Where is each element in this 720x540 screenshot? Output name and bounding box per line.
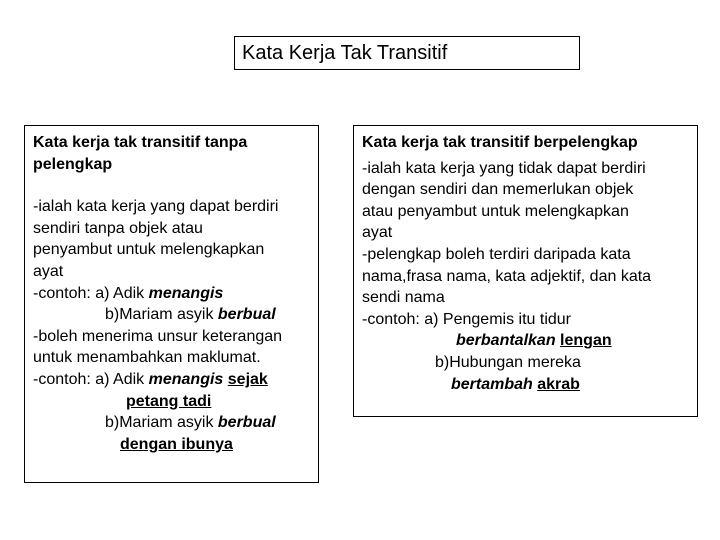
example-verb: berbual xyxy=(217,306,276,324)
slide-title xyxy=(234,36,580,70)
example-text: -contoh: a) Adik xyxy=(33,370,149,388)
example-line xyxy=(362,330,691,352)
example-text: b)Mariam asyik xyxy=(105,414,218,432)
example-line xyxy=(33,304,312,326)
definition-line: -pelengkap boleh terdiri daripada kata xyxy=(362,245,631,263)
example-text: -contoh: a) Adik xyxy=(33,284,149,302)
definition-line: ayat xyxy=(362,224,393,242)
rule-line: -boleh menerima unsur keterangan xyxy=(33,327,283,345)
example-line xyxy=(33,369,312,391)
definition-line: dengan sendiri dan memerlukan objek xyxy=(362,181,634,199)
example-line xyxy=(33,412,312,434)
panel-berpelengkap xyxy=(353,125,698,417)
example-complement: lengan xyxy=(560,332,612,350)
definition-line: atau penyambut untuk melengkapkan xyxy=(362,202,629,220)
definition-line: penyambut untuk melengkapkan xyxy=(33,241,265,259)
definition-line: -ialah kata kerja yang tidak dapat berdiri xyxy=(362,159,646,177)
example-text: b)Mariam asyik xyxy=(105,306,218,324)
panel-heading-line: pelengkap xyxy=(33,155,113,173)
example-verb: menangis xyxy=(148,284,224,302)
example-verb: bertambah xyxy=(451,375,533,393)
example-adverb: petang tadi xyxy=(126,392,212,410)
definition-line: -ialah kata kerja yang dapat berdiri xyxy=(33,198,279,216)
spacer xyxy=(33,175,312,196)
definition-line: sendi nama xyxy=(362,289,445,307)
definition-line: sendiri tanpa objek atau xyxy=(33,219,203,237)
example-verb: berbantalkan xyxy=(456,332,556,350)
definition-line: nama,frasa nama, kata adjektif, dan kata xyxy=(362,267,652,285)
example-complement: akrab xyxy=(537,375,580,393)
example-line: b)Hubungan mereka xyxy=(435,353,581,371)
example-line xyxy=(33,434,312,456)
example-adverb: dengan ibunya xyxy=(120,435,233,453)
example-line xyxy=(33,391,312,413)
panel-tanpa-pelengkap xyxy=(24,125,319,483)
example-verb: menangis xyxy=(148,370,224,388)
example-line xyxy=(33,283,312,305)
slide-title-text: Kata Kerja Tak Transitif xyxy=(242,42,448,64)
example-line xyxy=(362,374,691,396)
example-verb: berbual xyxy=(217,414,276,432)
panel-heading-line: Kata kerja tak transitif berpelengkap xyxy=(362,134,638,151)
example-line: -contoh: a) Pengemis itu tidur xyxy=(362,310,571,328)
rule-line: untuk menambahkan maklumat. xyxy=(33,349,261,367)
definition-line: ayat xyxy=(33,262,64,280)
panel-heading-line: Kata kerja tak transitif tanpa xyxy=(33,134,248,151)
example-adverb: sejak xyxy=(227,370,268,388)
